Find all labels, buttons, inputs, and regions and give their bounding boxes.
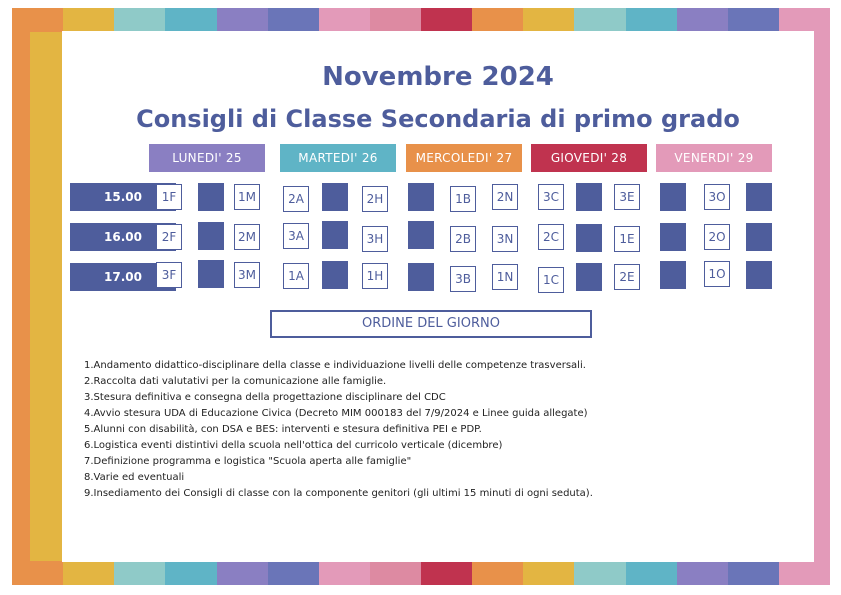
class-cell: 3O (704, 184, 730, 210)
agenda-item: 2.Raccolta dati valutativi per la comunicazione alle famiglie. (84, 376, 387, 387)
day-header-lunedi: LUNEDI' 25 (149, 144, 265, 172)
page-subtitle: Consigli di Classe Secondaria di primo grado (136, 105, 740, 133)
schedule-block (746, 223, 772, 251)
class-cell: 3B (450, 266, 476, 292)
schedule-block (576, 183, 602, 211)
agenda-item: 3.Stesura definitiva e consegna della progettazione disciplinare del CDC (84, 392, 446, 403)
agenda-item: 5.Alunni con disabilità, con DSA e BES: interventi e stesura definitiva PEI e PDP. (84, 424, 482, 435)
time-slot-1700: 17.00 (70, 263, 176, 291)
class-cell: 3A (283, 223, 309, 249)
frame-stripe-left (12, 8, 30, 585)
class-cell: 2A (283, 186, 309, 212)
class-cell: 2C (538, 224, 564, 250)
schedule-block (198, 260, 224, 288)
class-cell: 1O (704, 261, 730, 287)
agenda-item: 4.Avvio stesura UDA di Educazione Civica (Decreto MIM 000183 del 7/9/2024 e Linee guida allegate) (84, 408, 588, 419)
day-header-martedi: MARTEDI' 26 (280, 144, 396, 172)
class-cell: 2H (362, 186, 388, 212)
agenda-list (84, 358, 784, 502)
class-cell: 3H (362, 226, 388, 252)
class-cell: 2B (450, 226, 476, 252)
day-header-giovedi: GIOVEDI' 28 (531, 144, 647, 172)
agenda-title: ORDINE DEL GIORNO (270, 310, 592, 338)
class-cell: 1B (450, 186, 476, 212)
frame-stripe-bottom (12, 561, 830, 585)
class-cell: 2E (614, 264, 640, 290)
schedule-block (408, 263, 434, 291)
class-cell: 1E (614, 226, 640, 252)
schedule-block (408, 221, 434, 249)
schedule-block (576, 224, 602, 252)
class-cell: 1F (156, 184, 182, 210)
class-cell: 1N (492, 264, 518, 290)
agenda-item: 8.Varie ed eventuali (84, 472, 185, 483)
time-slot-1600: 16.00 (70, 223, 176, 251)
schedule-block (198, 222, 224, 250)
schedule-block (322, 183, 348, 211)
class-cell: 3C (538, 184, 564, 210)
month-title: Novembre 2024 (322, 62, 554, 92)
day-header-mercoledi: MERCOLEDI' 27 (406, 144, 522, 172)
class-cell: 3N (492, 226, 518, 252)
schedule-block (660, 223, 686, 251)
schedule-block (746, 183, 772, 211)
class-cell: 2O (704, 224, 730, 250)
schedule-block (322, 221, 348, 249)
schedule-block (408, 183, 434, 211)
time-slot-1500: 15.00 (70, 183, 176, 211)
schedule-block (660, 261, 686, 289)
class-cell: 3F (156, 262, 182, 288)
class-cell: 1C (538, 267, 564, 293)
day-header-venerdi: VENERDI' 29 (656, 144, 772, 172)
agenda-item: 1.Andamento didattico-disciplinare della classe e individuazione livelli delle competenze trasversali. (84, 360, 586, 371)
schedule-block (660, 183, 686, 211)
class-cell: 2M (234, 224, 260, 250)
class-cell: 3E (614, 184, 640, 210)
schedule-block (322, 261, 348, 289)
class-cell: 1A (283, 263, 309, 289)
frame-stripe-top (12, 8, 830, 32)
schedule-block (576, 263, 602, 291)
class-cell: 1H (362, 263, 388, 289)
agenda-item: 6.Logistica eventi distintivi della scuola nell'ottica del curricolo verticale (dicembre) (84, 440, 503, 451)
agenda-item: 7.Definizione programma e logistica "Scuola aperta alle famiglie" (84, 456, 412, 467)
class-cell: 2N (492, 184, 518, 210)
schedule-block (746, 261, 772, 289)
class-cell: 3M (234, 262, 260, 288)
class-cell: 2F (156, 224, 182, 250)
class-cell: 1M (234, 184, 260, 210)
schedule-block (198, 183, 224, 211)
agenda-item: 9.Insediamento dei Consigli di classe con la componente genitori (gli ultimi 15 minuti di ogni seduta). (84, 488, 593, 499)
